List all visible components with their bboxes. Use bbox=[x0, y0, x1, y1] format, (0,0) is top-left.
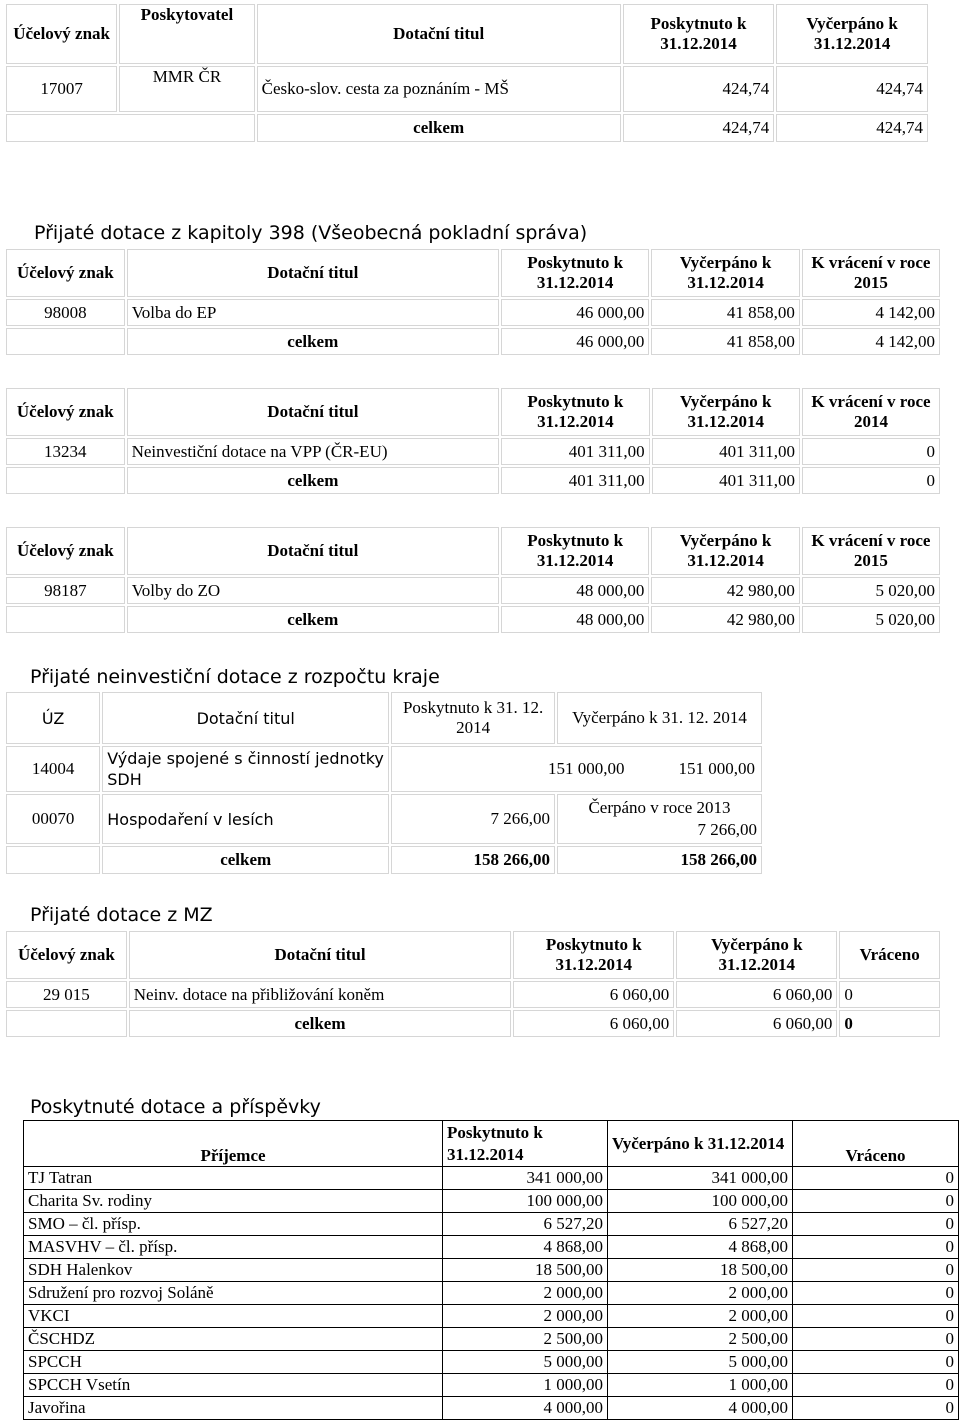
cell-vycerpano: 6 527,20 bbox=[608, 1213, 793, 1236]
total-vycerpano: 158 266,00 bbox=[557, 846, 762, 874]
recipients-body bbox=[24, 1167, 959, 1420]
cell-vycerpano: 4 000,00 bbox=[608, 1397, 793, 1420]
cell-poskytnuto: 48 000,00 bbox=[501, 577, 650, 604]
header-dotacni-titul: Dotační titul bbox=[127, 249, 499, 297]
cell-vycerpano: 100 000,00 bbox=[608, 1190, 793, 1213]
cell-znak: 98187 bbox=[6, 577, 125, 604]
cell-vraceno: 0 bbox=[793, 1259, 959, 1282]
cell-poskytnuto: 7 266,00 bbox=[391, 794, 555, 844]
cell-poskytnuto: 46 000,00 bbox=[501, 299, 650, 326]
cell-vraceno: 0 bbox=[793, 1190, 959, 1213]
cell-vraceno: 0 bbox=[793, 1167, 959, 1190]
cell-vycerpano: 18 500,00 bbox=[608, 1259, 793, 1282]
cell-uz: 14004 bbox=[6, 746, 100, 792]
cell-znak: 13234 bbox=[6, 438, 125, 465]
total-vycerpano: 42 980,00 bbox=[651, 606, 799, 633]
table-row bbox=[24, 1305, 959, 1328]
cell-titul: Česko-slov. cesta za poznáním - MŠ bbox=[257, 66, 621, 112]
cell-poskytnuto: 6 527,20 bbox=[443, 1213, 608, 1236]
header-ucelovy-znak: Účelový znak bbox=[6, 388, 125, 436]
header-ucelovy-znak: Účelový znak bbox=[6, 527, 125, 575]
cell-titul: Výdaje spojené s činností jednotky SDH bbox=[102, 746, 389, 792]
cell-vycerpano: 41 858,00 bbox=[651, 299, 799, 326]
cell-vycerpano: 6 060,00 bbox=[676, 981, 837, 1008]
cell-vraceno: 0 bbox=[793, 1305, 959, 1328]
total-label: celkem bbox=[127, 328, 499, 355]
cell-titul: Hospodaření v lesích bbox=[102, 794, 389, 844]
cell-poskytnuto: 2 000,00 bbox=[443, 1305, 608, 1328]
total-vycerpano: 6 060,00 bbox=[676, 1010, 837, 1037]
table-row bbox=[24, 1190, 959, 1213]
header-poskytnuto: Poskytnuto k 31.12.2014 bbox=[501, 388, 649, 436]
total-vycerpano: 424,74 bbox=[776, 114, 928, 142]
section-title-kraj: Přijaté neinvestiční dotace z rozpočtu kraje bbox=[30, 666, 440, 688]
header-vycerpano: Vyčerpáno k 31.12.2014 bbox=[652, 388, 800, 436]
cell-vraceni: 4 142,00 bbox=[802, 299, 940, 326]
table-kapitola-398 bbox=[4, 247, 942, 357]
header-poskytnuto: Poskytnuto k 31. 12. 2014 bbox=[391, 692, 555, 744]
header-poskytnuto: Poskytnuto k 31.12.2014 bbox=[623, 4, 775, 64]
header-prijemce: Příjemce bbox=[24, 1121, 443, 1167]
cell-vycerpano: 2 000,00 bbox=[608, 1282, 793, 1305]
cell-prijemce: SPCCH bbox=[24, 1351, 443, 1374]
cell-vycerpano: 4 868,00 bbox=[608, 1236, 793, 1259]
cell-vycerpano-note: Čerpáno v roce 2013 bbox=[588, 798, 731, 817]
cell-vycerpano: 401 311,00 bbox=[652, 438, 800, 465]
header-poskytnuto: Poskytnuto k 31.12.2014 bbox=[501, 249, 650, 297]
cell-vycerpano: 1 000,00 bbox=[608, 1374, 793, 1397]
header-uz: ÚZ bbox=[6, 692, 100, 744]
cell-prijemce: MASVHV – čl. přísp. bbox=[24, 1236, 443, 1259]
cell-poskytnuto: 401 311,00 bbox=[501, 438, 649, 465]
table-row bbox=[24, 1328, 959, 1351]
header-vycerpano: Vyčerpáno k 31.12.2014 bbox=[776, 4, 928, 64]
cell-prijemce: SMO – čl. přísp. bbox=[24, 1213, 443, 1236]
cell-titul: Volba do EP bbox=[127, 299, 499, 326]
cell-vraceno: 0 bbox=[839, 981, 940, 1008]
empty-cell bbox=[6, 114, 255, 142]
header-poskytovatel: Poskytovatel bbox=[119, 4, 254, 64]
section-title-mz: Přijaté dotace z MZ bbox=[30, 904, 213, 926]
total-poskytnuto: 401 311,00 bbox=[501, 467, 649, 494]
table-mz bbox=[4, 929, 942, 1039]
cell-vycerpano: 2 000,00 bbox=[608, 1305, 793, 1328]
section-title-kapitola-398: Přijaté dotace z kapitoly 398 (Všeobecná pokladní správa) bbox=[34, 222, 588, 244]
table-row bbox=[24, 1167, 959, 1190]
total-label: celkem bbox=[129, 1010, 511, 1037]
cell-poskytnuto: 2 000,00 bbox=[443, 1282, 608, 1305]
header-ucelovy-znak: Účelový znak bbox=[6, 931, 127, 979]
table-row bbox=[24, 1374, 959, 1397]
cell-prijemce: Charita Sv. rodiny bbox=[24, 1190, 443, 1213]
total-label: celkem bbox=[102, 846, 389, 874]
cell-uz: 00070 bbox=[6, 794, 100, 844]
total-label: celkem bbox=[127, 606, 499, 633]
header-vycerpano: Vyčerpáno k 31.12.2014 bbox=[651, 249, 799, 297]
header-vraceno: Vráceno bbox=[793, 1121, 959, 1167]
cell-titul: Neinvestiční dotace na VPP (ČR-EU) bbox=[127, 438, 500, 465]
total-vraceni: 5 020,00 bbox=[802, 606, 940, 633]
cell-prijemce: Javořina bbox=[24, 1397, 443, 1420]
header-dotacni-titul: Dotační titul bbox=[102, 692, 389, 744]
total-label: celkem bbox=[127, 467, 500, 494]
total-vycerpano: 401 311,00 bbox=[652, 467, 800, 494]
table-row bbox=[24, 1213, 959, 1236]
total-vycerpano: 41 858,00 bbox=[651, 328, 799, 355]
header-vycerpano: Vyčerpáno k 31.12.2014 bbox=[651, 527, 799, 575]
header-ucelovy-znak: Účelový znak bbox=[6, 249, 125, 297]
empty-cell bbox=[6, 846, 100, 874]
cell-vycerpano: 7 266,00 bbox=[697, 820, 757, 839]
cell-vycerpano: 5 000,00 bbox=[608, 1351, 793, 1374]
cell-prijemce: TJ Tatran bbox=[24, 1167, 443, 1190]
cell-vraceno: 0 bbox=[793, 1397, 959, 1420]
empty-cell bbox=[6, 467, 125, 494]
header-k-vraceni: K vrácení v roce 2014 bbox=[802, 388, 940, 436]
cell-vycerpano: 151 000,00 bbox=[678, 759, 755, 778]
header-k-vraceni: K vrácení v roce 2015 bbox=[802, 527, 940, 575]
header-vycerpano: Vyčerpáno k 31. 12. 2014 bbox=[557, 692, 762, 744]
cell-titul: Volby do ZO bbox=[127, 577, 499, 604]
table-row bbox=[24, 1397, 959, 1420]
cell-titul: Neinv. dotace na přibližování koněm bbox=[129, 981, 511, 1008]
cell-vraceni: 5 020,00 bbox=[802, 577, 940, 604]
table-row bbox=[24, 1282, 959, 1305]
table-poskytnute-dotace bbox=[23, 1120, 959, 1420]
table-row bbox=[24, 1351, 959, 1374]
cell-prijemce: Sdružení pro rozvoj Soláně bbox=[24, 1282, 443, 1305]
header-dotacni-titul: Dotační titul bbox=[127, 527, 499, 575]
header-vraceno: Vráceno bbox=[839, 931, 940, 979]
header-poskytnuto: Poskytnuto k 31.12.2014 bbox=[501, 527, 650, 575]
header-poskytnuto: Poskytnuto k 31.12.2014 bbox=[513, 931, 674, 979]
table-kraj bbox=[4, 690, 764, 876]
cell-poskytnuto: 4 000,00 bbox=[443, 1397, 608, 1420]
header-dotacni-titul: Dotační titul bbox=[129, 931, 511, 979]
empty-cell bbox=[6, 606, 125, 633]
table-volby-zo bbox=[4, 525, 942, 635]
cell-poskytnuto: 2 500,00 bbox=[443, 1328, 608, 1351]
cell-poskytnuto: 341 000,00 bbox=[443, 1167, 608, 1190]
cell-vycerpano: 42 980,00 bbox=[651, 577, 799, 604]
cell-poskytnuto: 1 000,00 bbox=[443, 1374, 608, 1397]
header-poskytnuto: Poskytnuto k 31.12.2014 bbox=[443, 1121, 608, 1167]
cell-poskytnuto: 18 500,00 bbox=[443, 1259, 608, 1282]
table-vpp bbox=[4, 386, 942, 496]
cell-poskytnuto: 151 000,00 bbox=[548, 759, 625, 778]
cell-vycerpano: 341 000,00 bbox=[608, 1167, 793, 1190]
cell-poskytnuto: 424,74 bbox=[623, 66, 775, 112]
cell-vraceno: 0 bbox=[793, 1213, 959, 1236]
total-poskytnuto: 48 000,00 bbox=[501, 606, 650, 633]
total-poskytnuto: 158 266,00 bbox=[391, 846, 555, 874]
cell-znak: 17007 bbox=[6, 66, 117, 112]
empty-cell bbox=[6, 1010, 127, 1037]
cell-vraceno: 0 bbox=[793, 1236, 959, 1259]
cell-prijemce: VKCI bbox=[24, 1305, 443, 1328]
cell-poskytovatel: MMR ČR bbox=[119, 66, 254, 112]
header-k-vraceni: K vrácení v roce 2015 bbox=[802, 249, 940, 297]
total-poskytnuto: 6 060,00 bbox=[513, 1010, 674, 1037]
total-poskytnuto: 46 000,00 bbox=[501, 328, 650, 355]
header-dotacni-titul: Dotační titul bbox=[257, 4, 621, 64]
total-poskytnuto: 424,74 bbox=[623, 114, 775, 142]
header-vycerpano: Vyčerpáno k 31.12.2014 bbox=[676, 931, 837, 979]
cell-vraceno: 0 bbox=[793, 1351, 959, 1374]
cell-prijemce: SDH Halenkov bbox=[24, 1259, 443, 1282]
header-vycerpano: Vyčerpáno k 31.12.2014 bbox=[608, 1121, 793, 1167]
table-mmr bbox=[4, 2, 930, 144]
cell-vycerpano: 424,74 bbox=[776, 66, 928, 112]
cell-vycerpano: 2 500,00 bbox=[608, 1328, 793, 1351]
cell-poskytnuto: 100 000,00 bbox=[443, 1190, 608, 1213]
total-label: celkem bbox=[257, 114, 621, 142]
empty-cell bbox=[6, 328, 125, 355]
cell-poskytnuto: 6 060,00 bbox=[513, 981, 674, 1008]
cell-vraceno: 0 bbox=[793, 1374, 959, 1397]
cell-znak: 98008 bbox=[6, 299, 125, 326]
cell-vraceni: 0 bbox=[802, 438, 940, 465]
header-dotacni-titul: Dotační titul bbox=[127, 388, 500, 436]
cell-prijemce: ČSCHDZ bbox=[24, 1328, 443, 1351]
total-vraceni: 4 142,00 bbox=[802, 328, 940, 355]
section-title-poskytnute: Poskytnuté dotace a příspěvky bbox=[30, 1096, 321, 1118]
cell-poskytnuto: 4 868,00 bbox=[443, 1236, 608, 1259]
table-row bbox=[24, 1259, 959, 1282]
total-vraceni: 0 bbox=[802, 467, 940, 494]
cell-vraceno: 0 bbox=[793, 1282, 959, 1305]
cell-poskytnuto: 5 000,00 bbox=[443, 1351, 608, 1374]
cell-prijemce: SPCCH Vsetín bbox=[24, 1374, 443, 1397]
cell-znak: 29 015 bbox=[6, 981, 127, 1008]
cell-vraceno: 0 bbox=[793, 1328, 959, 1351]
header-ucelovy-znak: Účelový znak bbox=[6, 4, 117, 64]
total-vraceno: 0 bbox=[839, 1010, 940, 1037]
table-row bbox=[24, 1236, 959, 1259]
